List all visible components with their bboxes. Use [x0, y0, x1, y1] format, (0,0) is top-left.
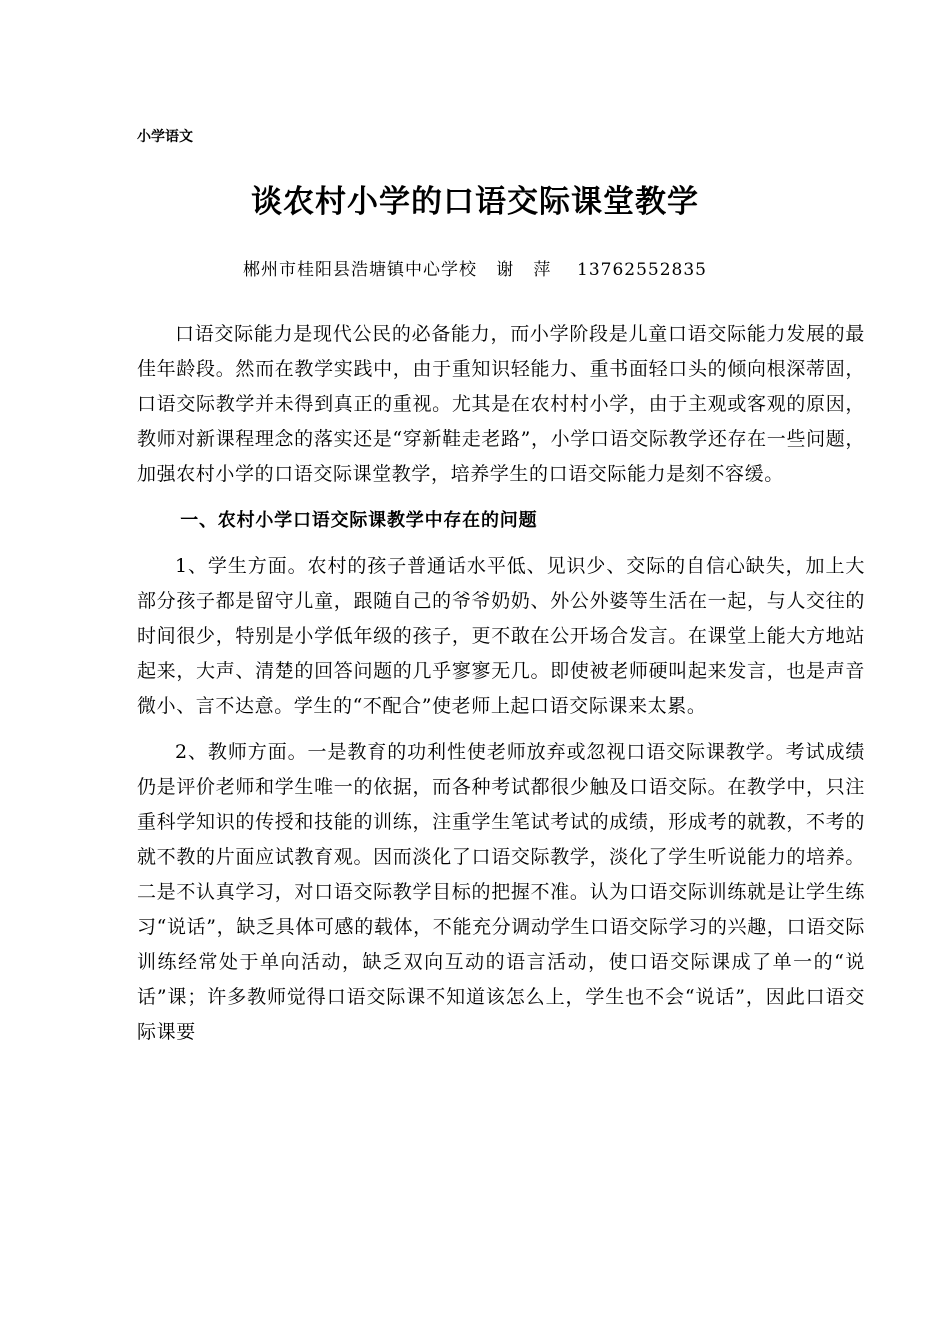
article-body	[137, 317, 865, 1050]
subject-category: 小学语文	[137, 129, 193, 145]
student-issues-paragraph: 1、学生方面。农村的孩子普通话水平低、见识少、交际的自信心缺失，加上大部分孩子都是留守儿童，跟随自己的爷爷奶奶、外公外婆等生活在一起，与人交往的时间很少，特别是小学低年级的孩子，更不敢在公开场合发言。在课堂上能大方地站起来，大声、清楚的回答问题的几乎寥寥无几。即使被老师硬叫起来发言，也是声音微小、言不达意。学生的“不配合”使老师上起口语交际课来太累。	[137, 555, 865, 717]
author-line: 郴州市桂阳县浩塘镇中心学校 谢 萍 13762552835	[242, 260, 707, 280]
teacher-issues-paragraph: 2、教师方面。一是教育的功利性使老师放弃或忽视口语交际课教学。考试成绩仍是评价老师和学生唯一的依据，而各种考试都很少触及口语交际。在教学中，只注重科学知识的传授和技能的训练，注重学生笔试考试的成绩，形成考的就教，不考的就不教的片面应试教育观。因而淡化了口语交际教学，淡化了学生听说能力的培养。二是不认真学习，对口语交际教学目标的把握不准。认为口语交际训练就是让学生练习“说话”，缺乏具体可感的载体，不能充分调动学生口语交际学习的兴趣，口语交际训练经常处于单向活动，缺乏双向互动的语言活动，使口语交际课成了单一的“说话”课；许多教师觉得口语交际课不知道该怎么上，学生也不会“说话”，因此口语交际课要	[137, 741, 865, 1043]
page-title: 谈农村小学的口语交际课堂教学	[251, 184, 699, 220]
intro-paragraph: 口语交际能力是现代公民的必备能力，而小学阶段是儿童口语交际能力发展的最佳年龄段。然而在教学实践中，由于重知识轻能力、重书面轻口头的倾向根深蒂固，口语交际教学并未得到真正的重视。尤其是在农村村小学，由于主观或客观的原因，教师对新课程理念的落实还是“穿新鞋走老路”，小学口语交际教学还存在一些问题，加强农村小学的口语交际课堂教学，培养学生的口语交际能力是刻不容缓。	[137, 323, 865, 485]
section-heading: 一、农村小学口语交际课教学中存在的问题	[180, 510, 538, 531]
